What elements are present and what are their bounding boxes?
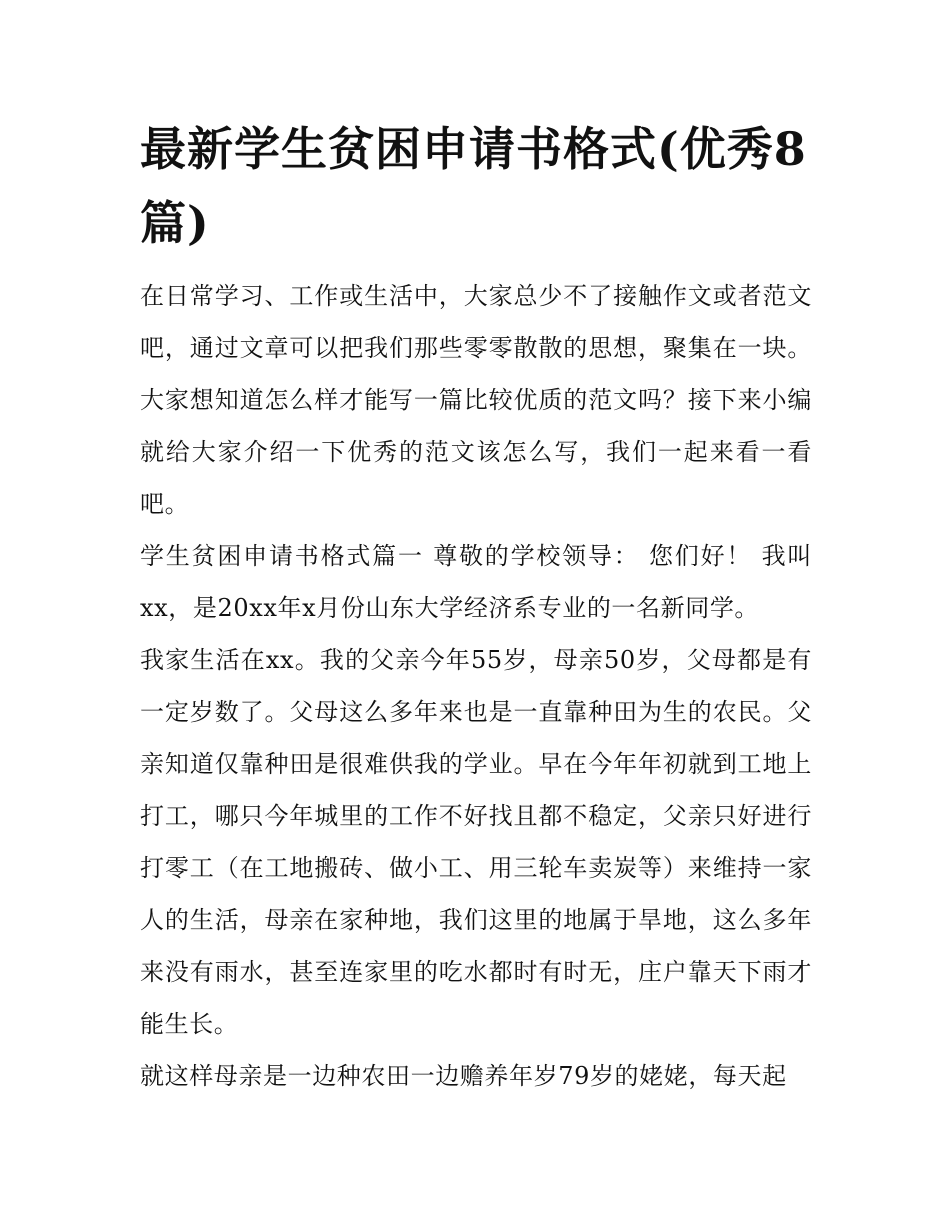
mother-paragraph: 就这样母亲是一边种农田一边赡养年岁79岁的姥姥，每天起 — [140, 1062, 787, 1090]
document-body — [140, 270, 812, 1102]
intro-paragraph: 在日常学习、工作或生活中，大家总少不了接触作文或者范文吧，通过文章可以把我们那些零零散散的思想，聚集在一块。大家想知道怎么样才能写一篇比较优质的范文吗？接下来小编就给大家介绍一下优秀的范文该怎么写，我们一起来看一看吧。 — [140, 282, 812, 518]
salutation-paragraph: 学生贫困申请书格式篇一 尊敬的学校领导： 您们好！ 我叫xx，是20xx年x月份山东大学经济系专业的一名新同学。 — [140, 542, 812, 622]
family-paragraph: 我家生活在xx。我的父亲今年55岁，母亲50岁，父母都是有一定岁数了。父母这么多年来也是一直靠种田为生的农民。父亲知道仅靠种田是很难供我的学业。早在今年年初就到工地上打工，哪只今年城里的工作不好找且都不稳定，父亲只好进行打零工（在工地搬砖、做小工、用三轮车卖炭等）来维持一家人的生活，母亲在家种地，我们这里的地属于旱地，这么多年来没有雨水，甚至连家里的吃水都时有时无，庄户靠天下雨才能生长。 — [140, 646, 812, 1038]
document-content — [140, 112, 812, 1102]
document-title: 最新学生贫困申请书格式(优秀8篇) — [140, 122, 807, 250]
